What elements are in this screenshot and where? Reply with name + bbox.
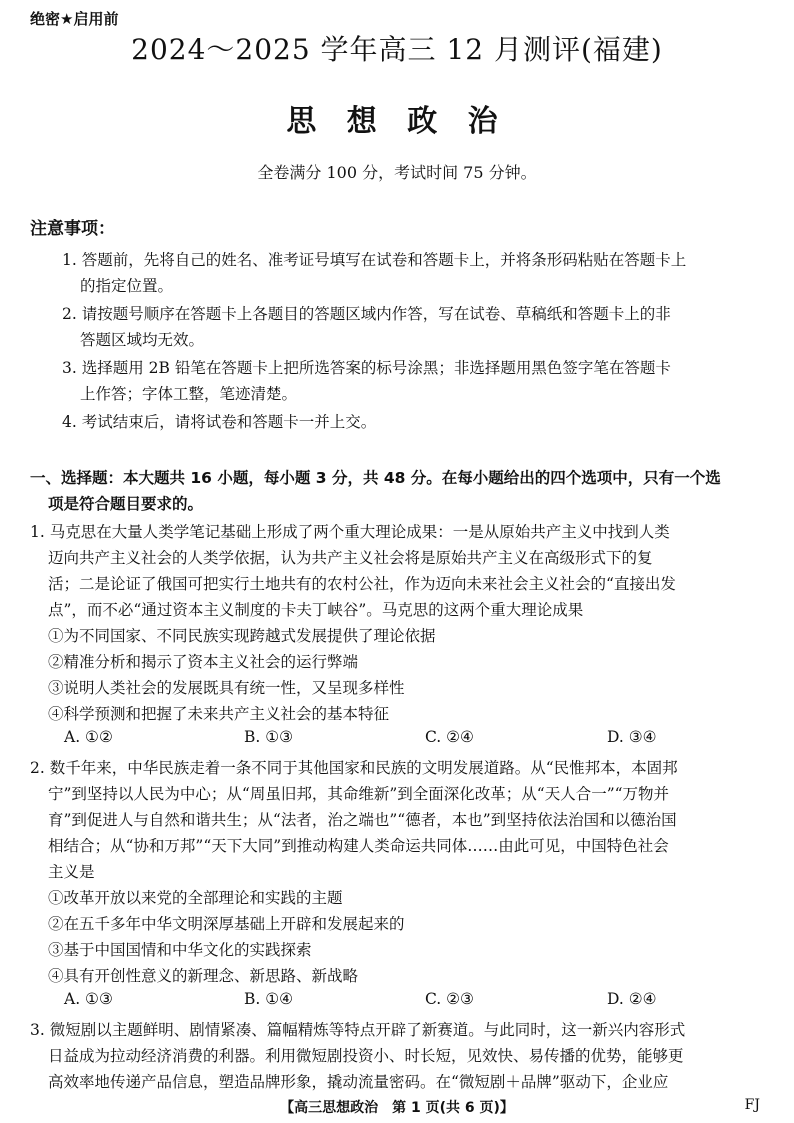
q1-option-b: B. ①③ [244,728,294,746]
q2-item-2: ②在五千多年中华文明深厚基础上开辟和发展起来的 [48,915,405,933]
q3-line-3: 高效率地传递产品信息，塑造品牌形象，撬动流量密码。在“微短剧＋品牌”驱动下，企业应 [48,1073,669,1091]
q2-line-1: 2. 数千年来，中华民族走着一条不同于其他国家和民族的文明发展道路。从“民惟邦本，本固邦 [30,759,678,777]
q1-line-1: 1. 马克思在大量人类学笔记基础上形成了两个重大理论成果：一是从原始共产主义中找到人类 [30,523,670,541]
confidential-label: 绝密★启用前 [30,10,119,28]
q1-option-c: C. ②④ [425,728,474,746]
q1-line-3: 活；二是论证了俄国可把实行土地共有的农村公社，作为迈向未来社会主义社会的“直接出发 [48,575,676,593]
notice-heading: 注意事项： [30,219,115,239]
notice-line-5: 3. 选择题用 2B 铅笔在答题卡上把所选答案的标号涂黑；非选择题用黑色签字笔在答题卡 [62,359,671,377]
q1-item-1: ①为不同国家、不同民族实现跨越式发展提供了理论依据 [48,627,436,645]
score-time-line: 全卷满分 100 分，考试时间 75 分钟。 [257,163,537,182]
q1-line-4: 点”，而不必“通过资本主义制度的卡夫丁峡谷”。马克思的这两个重大理论成果 [48,601,584,619]
q2-line-3: 育”到促进人与自然和谐共生；从“法者，治之端也”“德者，本也”到坚持依法治国和以德治国 [48,811,677,829]
subject-title: 思 想 政 治 [286,104,508,139]
page-footer: 【高三思想政治 第 1 页(共 6 页)】 [280,1100,514,1116]
q3-line-1: 3. 微短剧以主题鲜明、剧情紧凑、篇幅精炼等特点开辟了新赛道。与此同时，这一新兴内容形式 [30,1021,686,1039]
notice-line-6: 上作答；字体工整，笔迹清楚。 [80,385,298,403]
notice-line-3: 2. 请按题号顺序在答题卡上各题目的答题区域内作答，写在试卷、草稿纸和答题卡上的非 [62,305,671,323]
q2-item-1: ①改革开放以来党的全部理论和实践的主题 [48,889,343,907]
notice-line-1: 1. 答题前，先将自己的姓名、准考证号填写在试卷和答题卡上，并将条形码粘贴在答题卡上 [62,251,687,269]
q2-line-4: 相结合；从“协和万邦”“天下大同”到推动构建人类命运共同体……由此可见，中国特色社会 [48,837,669,855]
q1-option-a: A. ①② [64,728,113,746]
q1-line-2: 迈向共产主义社会的人类学依据，认为共产主义社会将是原始共产主义在高级形式下的复 [48,549,653,567]
q1-item-4: ④科学预测和把握了未来共产主义社会的基本特征 [48,705,390,723]
q1-item-2: ②精准分析和揭示了资本主义社会的运行弊端 [48,653,359,671]
q2-item-4: ④具有开创性意义的新理念、新思路、新战略 [48,967,359,985]
section-heading-line-2: 项是符合题目要求的。 [48,495,204,513]
q1-item-3: ③说明人类社会的发展既具有统一性，又呈现多样性 [48,679,405,697]
exam-title: 2024～2025 学年高三 12 月测评(福建) [131,33,663,66]
q2-option-d: D. ②④ [607,990,657,1008]
notice-line-2: 的指定位置。 [80,277,174,295]
section-heading-line-1: 一、选择题：本大题共 16 小题，每小题 3 分，共 48 分。在每小题给出的四个选项中，只有一个选 [30,469,721,487]
q2-option-a: A. ①③ [64,990,113,1008]
region-code: FJ [744,1097,760,1113]
notice-line-7: 4. 考试结束后，请将试卷和答题卡一并上交。 [62,413,377,431]
q2-option-b: B. ①④ [244,990,294,1008]
q2-item-3: ③基于中国国情和中华文化的实践探索 [48,941,312,959]
q2-line-2: 宁”到坚持以人民为中心；从“周虽旧邦，其命维新”到全面深化改革；从“天人合一”“万物并 [48,785,670,803]
q3-line-2: 日益成为拉动经济消费的利器。利用微短剧投资小、时长短，见效快、易传播的优势，能够更 [48,1047,684,1065]
q1-option-d: D. ③④ [607,728,657,746]
q2-option-c: C. ②③ [425,990,474,1008]
notice-line-4: 答题区域均无效。 [80,331,205,349]
q2-line-5: 主义是 [48,863,95,881]
